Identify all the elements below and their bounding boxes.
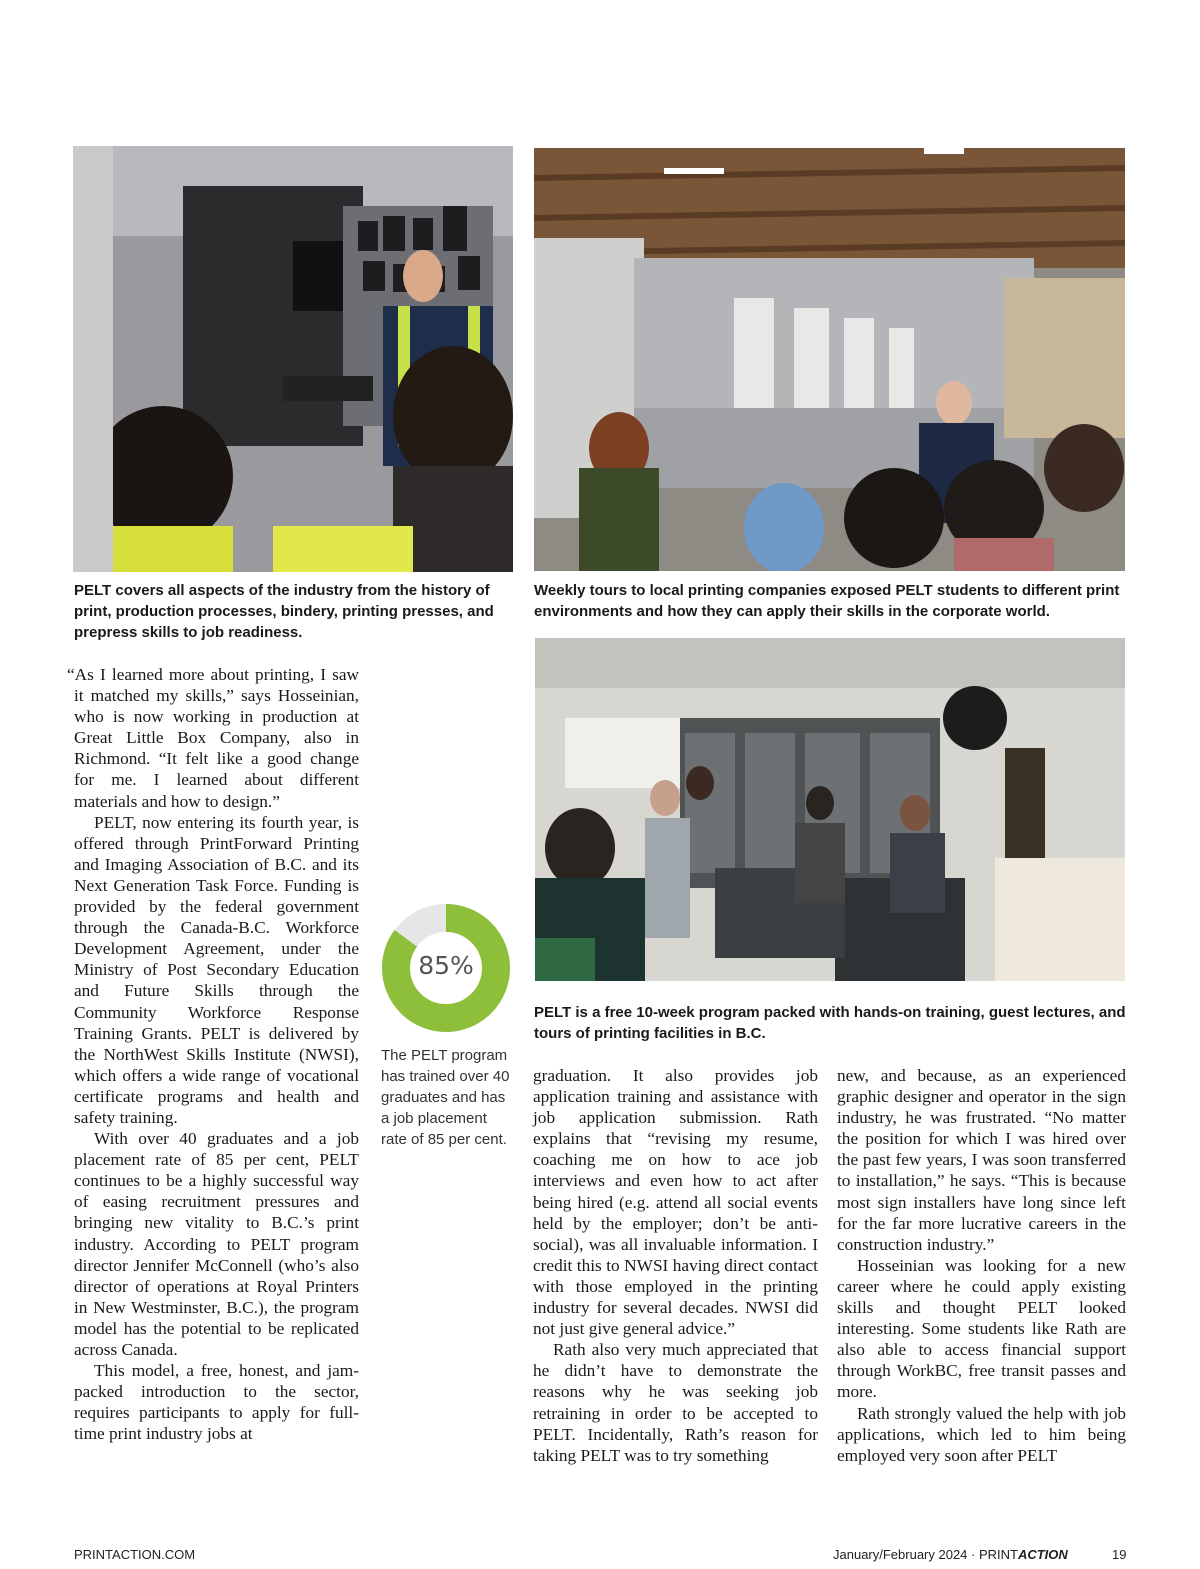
photo-press-operator — [73, 146, 513, 572]
col1-paragraph: This model, a free, honest, and jam-packed introduction to the sector, requires participants to apply for full-time print industry jobs at — [74, 1361, 359, 1444]
stat-caption: The PELT program has trained over 40 graduates and has a job placement rate of 85 per cent. — [381, 1047, 510, 1148]
photo2-caption: Weekly tours to local printing companies exposed PELT students to different print environments and how they can apply their skills in the corporate world. — [534, 582, 1120, 620]
article-column-1 — [67, 664, 359, 1444]
col1-paragraph: “As I learned more about printing, I saw it matched my skills,” says Hosseinian, who is now working in production at Great Little Box Company, also in Richmond. “It felt like a good change for me. I learned about different materials and how to design.” — [67, 665, 359, 811]
article-column-3 — [837, 1065, 1126, 1466]
article-column-2 — [533, 1065, 818, 1466]
placement-rate-label: 85% — [418, 951, 474, 980]
footer-website[interactable]: PRINTACTION.COM — [74, 1547, 196, 1562]
col3-paragraph: Hosseinian was looking for a new career where he could apply existing skills and thought PELT looked interesting. Some students like Rath are also able to access financial support through WorkBC, free transit passes and more. — [837, 1255, 1126, 1402]
col1-paragraph: PELT, now entering its fourth year, is offered through PrintForward Printing and Imaging Association of B.C. and its Next Generation Task Force. Funding is provided by the federal government through the Canada-B.C. Workforce Development Agreement, under the Ministry of Post Secondary Education and Future Skills through the Community Workforce Response Training Grants. PELT is delivered by the NorthWest Skills Institute (NWSI), which offers a wide range of vocational certificate programs and health and safety training. — [74, 812, 359, 1127]
photo-letterpress-training — [535, 638, 1125, 981]
photo3-caption: PELT is a free 10-week program packed with hands-on training, guest lectures, and tours of printing facilities in B.C. — [534, 1004, 1126, 1042]
col1-paragraph: With over 40 graduates and a job placement rate of 85 per cent, PELT continues to be a highly successful way of easing recruitment pressures and bringing new vitality to B.C.’s print industry. According to PELT program director Jennifer McConnell (who’s also director of operations at Royal Printers in New Westminster, B.C.), the program model has the potential to be replicated across Canada. — [74, 1129, 359, 1359]
footer-issue — [833, 1547, 1068, 1562]
footer-issue-text: January/February 2024 · PRINT — [833, 1547, 1018, 1562]
photo1-caption: PELT covers all aspects of the industry from the history of print, production processes, bindery, printing presses, and prepress skills to job readiness. — [74, 582, 494, 641]
footer-brand-emphasis: ACTION — [1017, 1547, 1068, 1562]
col3-paragraph: new, and because, as an experienced graphic designer and operator in the sign industry, he was frustrated. “No matter the position for which I was hired over the past few years, I was soon transferred to installation,” he says. “This is because most sign installers have long since left for the far more lucrative careers in the construction industry.” — [837, 1066, 1126, 1254]
col2-paragraph: graduation. It also provides job application training and assistance with job application submission. Rath explains that “revising my resume, coaching me on how to ace job interviews and even how to act after being hired (e.g. attend all social events held by the employer; don’t be anti-social), was all invaluable information. I credit this to NWSI having direct contact with those employed in the printing industry for several decades. NWSI did not just give general advice.” — [533, 1066, 818, 1339]
col2-paragraph: Rath also very much appreciated that he didn’t have to demonstrate the reasons why he was seeking job retraining in order to be accepted to PELT. Incidentally, Rath’s reason for taking PELT was to try something — [533, 1340, 818, 1465]
page-number: 19 — [1112, 1547, 1127, 1562]
col3-paragraph: Rath strongly valued the help with job applications, which led to him being employed very soon after PELT — [837, 1403, 1126, 1465]
photo-print-shop-tour — [534, 148, 1125, 571]
